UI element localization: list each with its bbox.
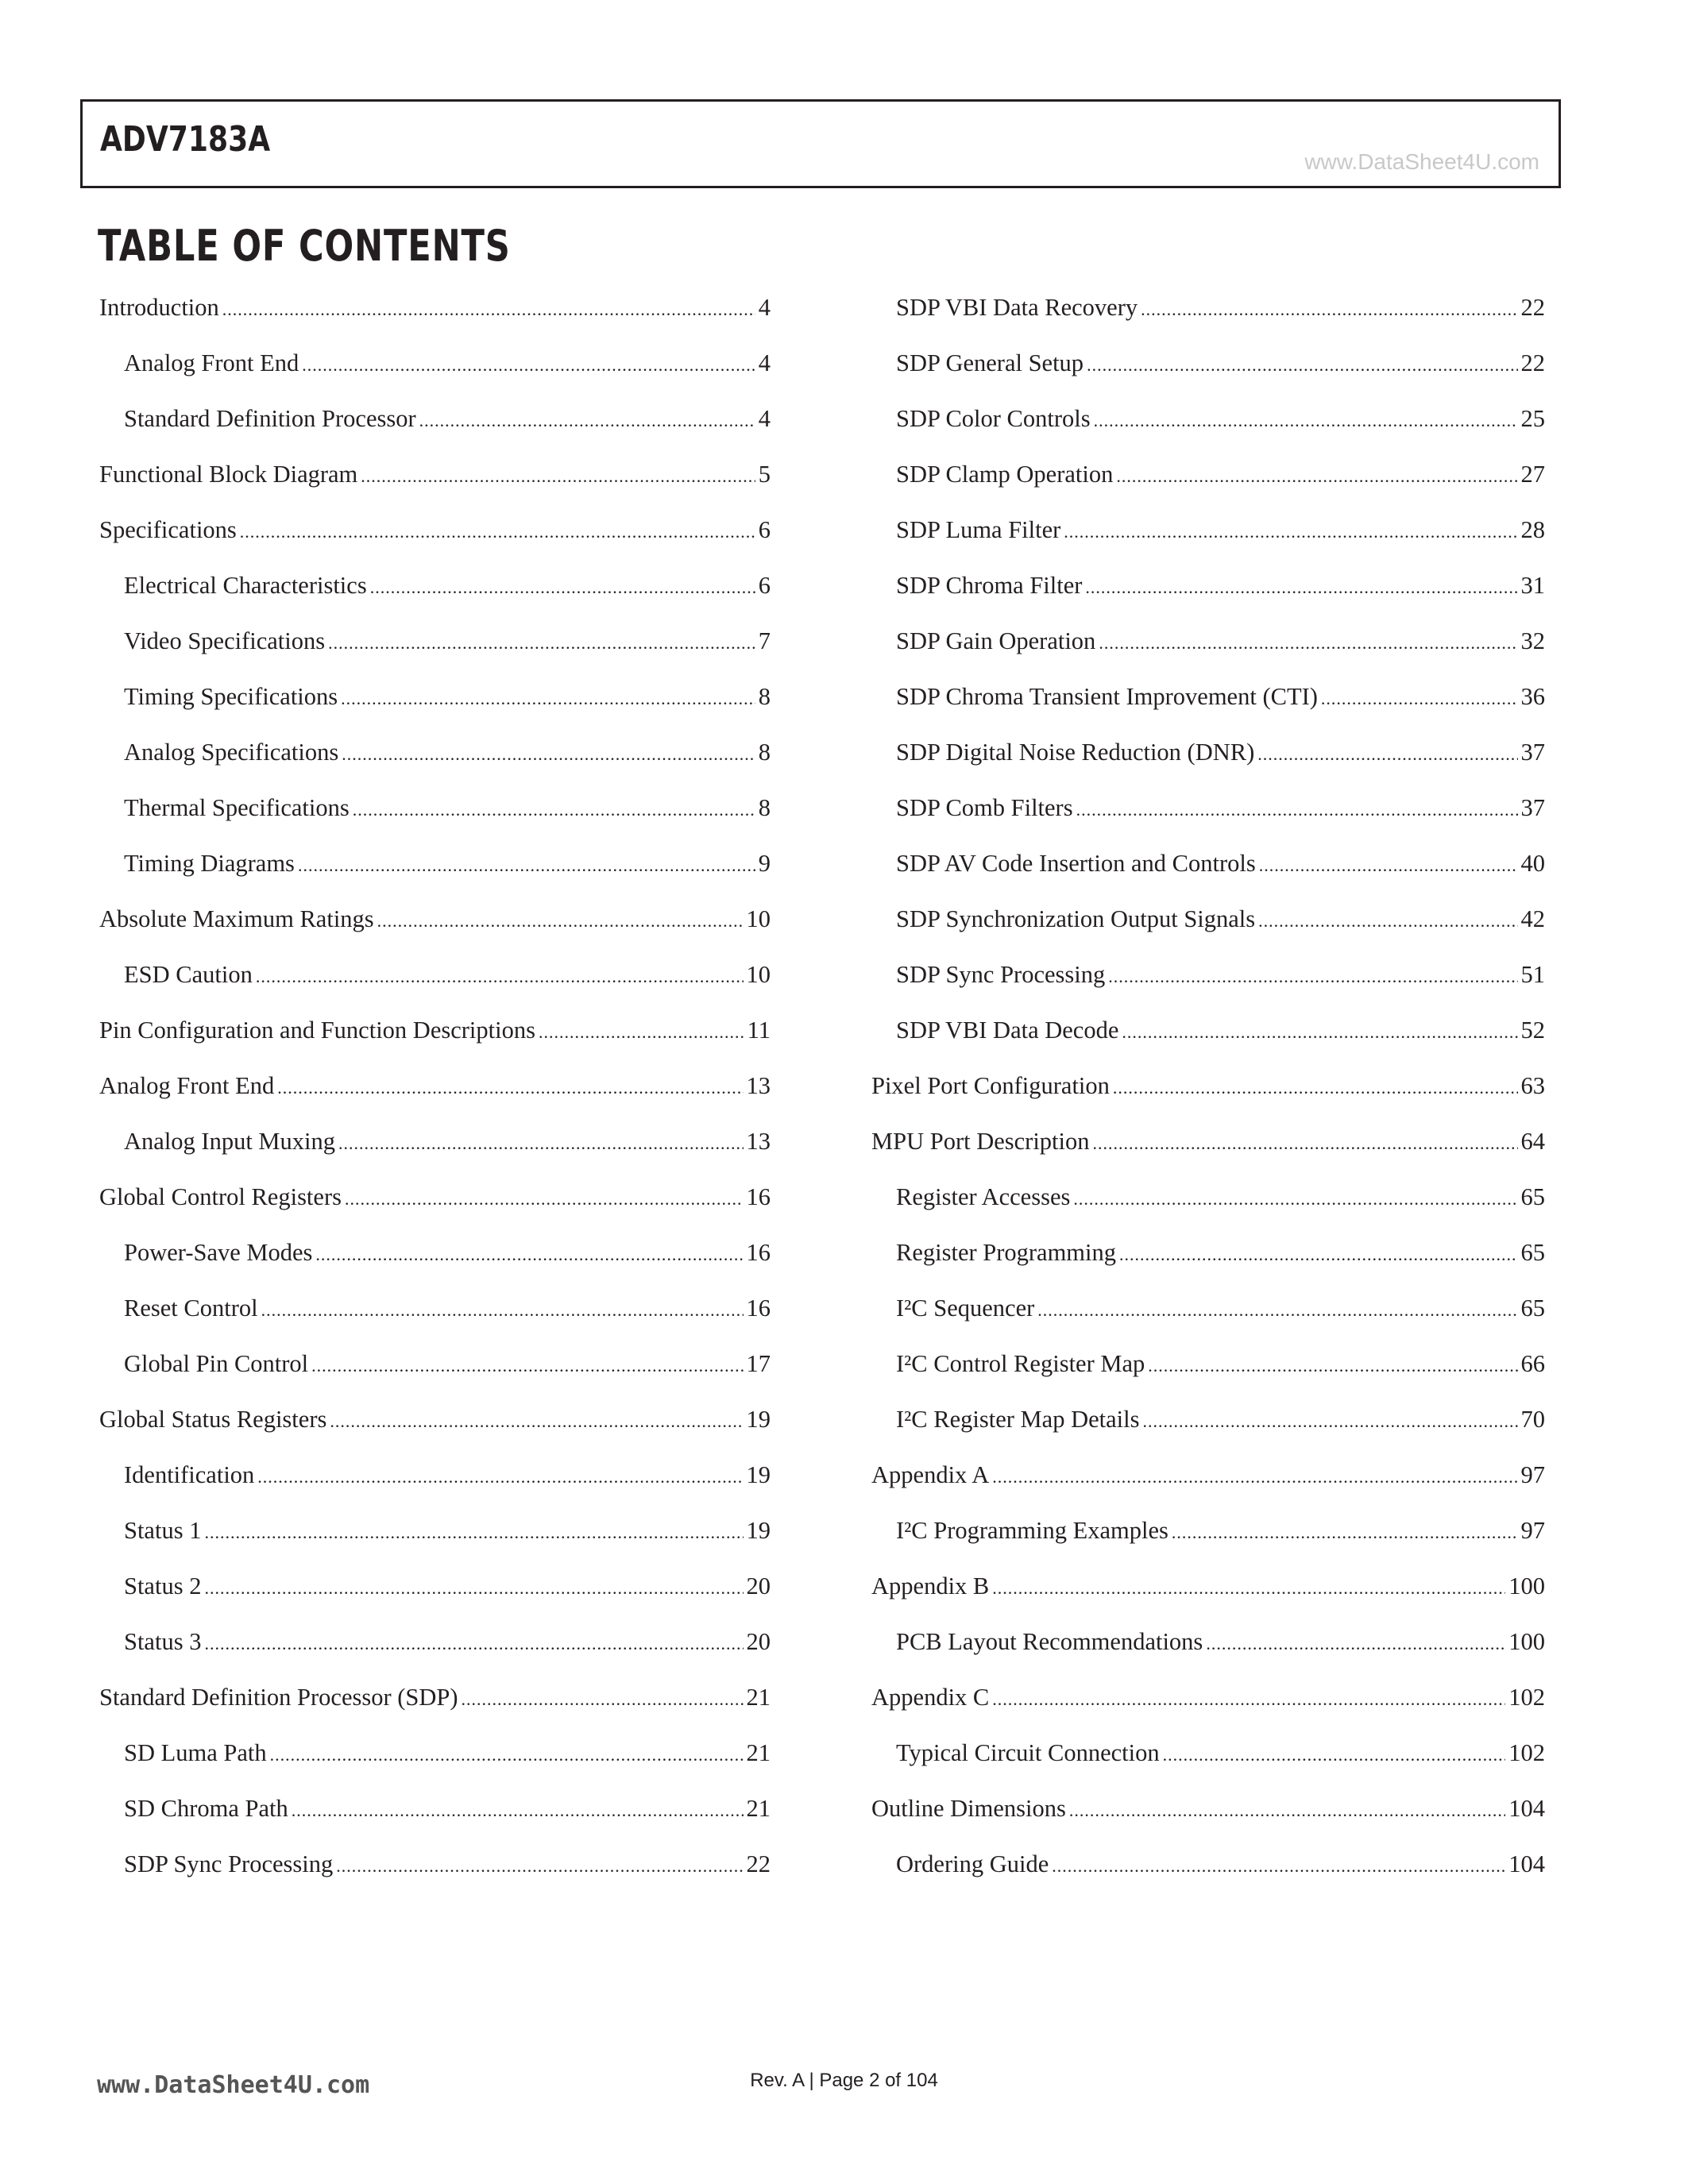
toc-entry-page: 102: [1508, 1739, 1545, 1766]
toc-entry-page: 40: [1520, 850, 1545, 877]
toc-entry-title: I²C Control Register Map: [896, 1350, 1145, 1377]
toc-entry-page: 104: [1508, 1795, 1545, 1822]
toc-entry-page: 27: [1520, 461, 1545, 488]
toc-entry[interactable]: [99, 958, 771, 1013]
toc-entry[interactable]: [99, 1236, 771, 1291]
page-number: Rev. A | Page 2 of 104: [750, 2070, 938, 2091]
toc-entry-title: ESD Caution: [124, 961, 253, 988]
toc-entry-page: 16: [746, 1295, 771, 1322]
toc-leader-dots: [419, 404, 755, 438]
toc-leader-dots: [1163, 1738, 1506, 1772]
toc-entry[interactable]: [871, 1736, 1545, 1792]
toc-entry-title: SDP Clamp Operation: [896, 461, 1114, 488]
footer-watermark-link[interactable]: www.DataSheet4U.com: [97, 2071, 370, 2099]
toc-entry[interactable]: [99, 1736, 771, 1792]
toc-leader-dots: [204, 1627, 743, 1661]
toc-entry-title: Analog Specifications: [124, 739, 339, 766]
toc-entry-title: Standard Definition Processor: [124, 405, 416, 432]
toc-entry-title: SDP Comb Filters: [896, 794, 1073, 821]
toc-entry[interactable]: [871, 847, 1545, 902]
toc-entry-title: SDP Chroma Filter: [896, 572, 1083, 599]
toc-entry[interactable]: [99, 1514, 771, 1569]
toc-entry-page: 4: [758, 294, 771, 321]
toc-leader-dots: [1142, 1405, 1517, 1438]
toc-leader-dots: [992, 1683, 1505, 1716]
toc-entry-page: 37: [1520, 739, 1545, 766]
toc-entry[interactable]: [871, 291, 1545, 346]
toc-entry-page: 17: [746, 1350, 771, 1377]
toc-entry-title: Video Specifications: [124, 627, 326, 654]
toc-entry-page: 42: [1520, 905, 1545, 932]
toc-entry-page: 11: [747, 1017, 771, 1044]
toc-leader-dots: [292, 1794, 744, 1827]
toc-entry-title: Electrical Characteristics: [124, 572, 367, 599]
toc-entry-page: 20: [746, 1628, 771, 1655]
toc-entry[interactable]: [871, 1458, 1545, 1514]
header-watermark-link[interactable]: www.DataSheet4U.com: [1304, 149, 1539, 174]
toc-entry-title: Analog Front End: [99, 1072, 275, 1099]
toc-entry[interactable]: [99, 402, 771, 457]
toc-entry[interactable]: [99, 847, 771, 902]
toc-entry-page: 21: [746, 1739, 771, 1766]
toc-entry-title: Pin Configuration and Function Descriptions: [99, 1017, 535, 1044]
toc-entry-page: 10: [746, 905, 771, 932]
toc-entry-page: 20: [746, 1572, 771, 1599]
toc-entry[interactable]: [871, 735, 1545, 791]
toc-entry-title: SDP VBI Data Decode: [896, 1017, 1119, 1044]
toc-entry[interactable]: [871, 346, 1545, 402]
toc-entry-page: 16: [746, 1239, 771, 1266]
toc-entry-title: Standard Definition Processor (SDP): [99, 1684, 458, 1711]
toc-entry-page: 19: [746, 1406, 771, 1433]
header-box: [80, 99, 1561, 188]
toc-entry-page: 8: [758, 683, 771, 710]
toc-entry[interactable]: [871, 1125, 1545, 1180]
toc-entry-title: MPU Port Description: [871, 1128, 1090, 1155]
toc-entry-page: 63: [1520, 1072, 1545, 1099]
toc-entry-page: 32: [1520, 627, 1545, 654]
toc-entry-title: I²C Register Map Details: [896, 1406, 1140, 1433]
toc-leader-dots: [1069, 1794, 1505, 1827]
toc-entry[interactable]: [99, 1403, 771, 1458]
toc-entry[interactable]: [871, 1514, 1545, 1569]
toc-entry-title: Global Status Registers: [99, 1406, 327, 1433]
toc-entry[interactable]: [871, 1347, 1545, 1403]
toc-left-column: [99, 291, 771, 1903]
toc-entry-title: Power-Save Modes: [124, 1239, 313, 1266]
toc-leader-dots: [1141, 293, 1517, 326]
toc-leader-dots: [1073, 1183, 1517, 1216]
toc-entry[interactable]: [871, 1847, 1545, 1903]
toc-entry-title: Outline Dimensions: [871, 1795, 1066, 1822]
toc-entry[interactable]: [871, 1403, 1545, 1458]
toc-leader-dots: [1064, 515, 1517, 549]
toc-leader-dots: [353, 793, 755, 827]
toc-entry-page: 22: [746, 1850, 771, 1877]
toc-leader-dots: [342, 738, 755, 771]
toc-entry-page: 64: [1520, 1128, 1545, 1155]
toc-entry[interactable]: [99, 1458, 771, 1514]
toc-entry[interactable]: [99, 735, 771, 791]
toc-entry-page: 25: [1520, 405, 1545, 432]
toc-leader-dots: [336, 1850, 743, 1883]
toc-entry[interactable]: [99, 513, 771, 569]
toc-leader-dots: [992, 1572, 1505, 1605]
toc-entry-title: Global Control Registers: [99, 1183, 342, 1210]
toc-leader-dots: [204, 1572, 743, 1605]
toc-entry[interactable]: [99, 1125, 771, 1180]
page-title: TABLE OF CONTENTS: [98, 221, 511, 271]
toc-entry-title: Reset Control: [124, 1295, 258, 1322]
toc-leader-dots: [1099, 627, 1517, 660]
toc-entry-title: Timing Specifications: [124, 683, 338, 710]
toc-leader-dots: [338, 1127, 743, 1160]
toc-entry-title: Pixel Port Configuration: [871, 1072, 1110, 1099]
toc-entry-page: 6: [758, 572, 771, 599]
toc-entry-page: 52: [1520, 1017, 1545, 1044]
toc-entry-page: 5: [758, 461, 771, 488]
toc-entry-title: Functional Block Diagram: [99, 461, 358, 488]
toc-entry[interactable]: [99, 1569, 771, 1625]
toc-leader-dots: [328, 627, 755, 660]
toc-leader-dots: [1087, 349, 1517, 382]
toc-entry-page: 37: [1520, 794, 1545, 821]
toc-entry[interactable]: [871, 958, 1545, 1013]
toc-entry[interactable]: [871, 1180, 1545, 1236]
toc-entry-title: I²C Sequencer: [896, 1295, 1035, 1322]
toc-entry-title: SDP Synchronization Output Signals: [896, 905, 1256, 932]
toc-entry[interactable]: [871, 457, 1545, 513]
toc-leader-dots: [1206, 1627, 1505, 1661]
toc-entry-page: 104: [1508, 1850, 1545, 1877]
toc-entry-title: Status 1: [124, 1517, 202, 1544]
toc-entry[interactable]: [99, 291, 771, 346]
toc-leader-dots: [311, 1349, 743, 1383]
toc-entry[interactable]: [871, 1291, 1545, 1347]
toc-entry-page: 4: [758, 349, 771, 376]
toc-entry-title: Register Accesses: [896, 1183, 1071, 1210]
toc-leader-dots: [1076, 793, 1518, 827]
toc-entry-title: Appendix C: [871, 1684, 990, 1711]
toc-entry-title: Status 2: [124, 1572, 202, 1599]
toc-leader-dots: [345, 1183, 744, 1216]
toc-entry-page: 51: [1520, 961, 1545, 988]
toc-entry-title: Appendix A: [871, 1461, 990, 1488]
toc-entry[interactable]: [871, 1569, 1545, 1625]
toc-entry-title: PCB Layout Recommendations: [896, 1628, 1203, 1655]
toc-entry-title: Register Programming: [896, 1239, 1117, 1266]
toc-entry[interactable]: [99, 1625, 771, 1680]
toc-entry[interactable]: [871, 513, 1545, 569]
toc-leader-dots: [1148, 1349, 1517, 1383]
toc-leader-dots: [270, 1738, 744, 1772]
toc-leader-dots: [1258, 905, 1517, 938]
toc-entry-page: 7: [758, 627, 771, 654]
toc-entry-title: Status 3: [124, 1628, 202, 1655]
toc-entry[interactable]: [99, 1180, 771, 1236]
toc-entry-page: 97: [1520, 1517, 1545, 1544]
toc-leader-dots: [1321, 682, 1518, 716]
toc-entry-title: SDP AV Code Insertion and Controls: [896, 850, 1256, 877]
toc-entry-title: Thermal Specifications: [124, 794, 350, 821]
toc-entry[interactable]: [99, 1069, 771, 1125]
toc-leader-dots: [1085, 571, 1517, 604]
toc-entry-page: 21: [746, 1795, 771, 1822]
toc-entry-title: Analog Front End: [124, 349, 299, 376]
toc-entry-title: Typical Circuit Connection: [896, 1739, 1160, 1766]
toc-entry-page: 65: [1520, 1183, 1545, 1210]
toc-entry[interactable]: [99, 902, 771, 958]
toc-entry-title: Identification: [124, 1461, 255, 1488]
toc-entry-title: SD Chroma Path: [124, 1795, 288, 1822]
toc-leader-dots: [361, 460, 755, 493]
toc-entry-page: 19: [746, 1461, 771, 1488]
toc-entry-title: Absolute Maximum Ratings: [99, 905, 374, 932]
toc-entry-title: Appendix B: [871, 1572, 990, 1599]
toc-leader-dots: [341, 682, 755, 716]
toc-leader-dots: [315, 1238, 743, 1271]
toc-entry-page: 65: [1520, 1295, 1545, 1322]
toc-leader-dots: [1257, 738, 1517, 771]
toc-leader-dots: [1172, 1516, 1518, 1549]
toc-entry-title: SD Luma Path: [124, 1739, 267, 1766]
toc-entry-title: SDP General Setup: [896, 349, 1084, 376]
toc-entry-page: 10: [746, 961, 771, 988]
toc-entry-page: 28: [1520, 516, 1545, 543]
toc-entry[interactable]: [99, 624, 771, 680]
toc-entry[interactable]: [871, 902, 1545, 958]
toc-entry[interactable]: [99, 680, 771, 735]
toc-entry[interactable]: [871, 1069, 1545, 1125]
toc-entry-title: SDP Color Controls: [896, 405, 1091, 432]
toc-entry-title: SDP VBI Data Recovery: [896, 294, 1138, 321]
toc-leader-dots: [1108, 960, 1517, 994]
toc-entry[interactable]: [871, 1792, 1545, 1847]
toc-entry[interactable]: [99, 569, 771, 624]
toc-leader-dots: [261, 1294, 744, 1327]
toc-entry-page: 65: [1520, 1239, 1545, 1266]
toc-entry-page: 4: [758, 405, 771, 432]
toc-entry[interactable]: [99, 1291, 771, 1347]
toc-entry-page: 100: [1508, 1572, 1545, 1599]
toc-entry-page: 97: [1520, 1461, 1545, 1488]
toc-entry[interactable]: [99, 1347, 771, 1403]
toc-entry-page: 19: [746, 1517, 771, 1544]
toc-leader-dots: [257, 1461, 743, 1494]
toc-entry-page: 13: [746, 1128, 771, 1155]
toc-entry-title: SDP Digital Noise Reduction (DNR): [896, 739, 1255, 766]
toc-entry-page: 21: [746, 1684, 771, 1711]
toc-leader-dots: [1052, 1850, 1505, 1883]
toc-leader-dots: [330, 1405, 743, 1438]
toc-leader-dots: [1093, 1127, 1518, 1160]
toc-right-column: [871, 291, 1545, 1903]
toc-leader-dots: [204, 1516, 743, 1549]
toc-entry-page: 100: [1508, 1628, 1545, 1655]
toc-entry-page: 102: [1508, 1684, 1545, 1711]
toc-entry-title: SDP Chroma Transient Improvement (CTI): [896, 683, 1318, 710]
toc-entry-page: 22: [1520, 294, 1545, 321]
toc-entry-page: 8: [758, 739, 771, 766]
toc-entry[interactable]: [99, 346, 771, 402]
toc-leader-dots: [222, 293, 755, 326]
toc-entry-title: Global Pin Control: [124, 1350, 309, 1377]
toc-entry[interactable]: [871, 1625, 1545, 1680]
toc-entry[interactable]: [99, 1847, 771, 1903]
toc-leader-dots: [1037, 1294, 1517, 1327]
toc-entry[interactable]: [99, 791, 771, 847]
toc-entry[interactable]: [99, 1680, 771, 1736]
toc-leader-dots: [1113, 1071, 1518, 1105]
part-number: ADV7183A: [100, 119, 271, 160]
toc-entry-title: SDP Gain Operation: [896, 627, 1096, 654]
toc-entry[interactable]: [871, 1236, 1545, 1291]
toc-entry-title: SDP Luma Filter: [896, 516, 1061, 543]
toc-entry-page: 13: [746, 1072, 771, 1099]
toc-entry-page: 36: [1520, 683, 1545, 710]
toc-leader-dots: [992, 1461, 1517, 1494]
toc-entry[interactable]: [871, 624, 1545, 680]
toc-leader-dots: [1119, 1238, 1517, 1271]
toc-leader-dots: [240, 515, 755, 549]
toc-entry[interactable]: [871, 1013, 1545, 1069]
toc-entry[interactable]: [871, 569, 1545, 624]
toc-entry-page: 66: [1520, 1350, 1545, 1377]
toc-leader-dots: [377, 905, 744, 938]
toc-entry-page: 6: [758, 516, 771, 543]
toc-entry-title: SDP Sync Processing: [124, 1850, 334, 1877]
toc-leader-dots: [302, 349, 755, 382]
toc-entry-title: Analog Input Muxing: [124, 1128, 336, 1155]
toc-leader-dots: [1122, 1016, 1517, 1049]
toc-entry-title: Ordering Guide: [896, 1850, 1049, 1877]
toc-leader-dots: [298, 849, 755, 882]
toc-leader-dots: [1116, 460, 1517, 493]
toc-leader-dots: [277, 1071, 743, 1105]
toc-leader-dots: [1259, 849, 1518, 882]
toc-entry-page: 70: [1520, 1406, 1545, 1433]
toc-leader-dots: [370, 571, 755, 604]
toc-entry[interactable]: [99, 1792, 771, 1847]
toc-entry-page: 8: [758, 794, 771, 821]
toc-entry[interactable]: [871, 1680, 1545, 1736]
toc-entry[interactable]: [871, 791, 1545, 847]
toc-entry[interactable]: [871, 680, 1545, 735]
toc-entry[interactable]: [871, 402, 1545, 457]
toc-entry-page: 9: [758, 850, 771, 877]
toc-entry-title: Specifications: [99, 516, 237, 543]
toc-entry-page: 31: [1520, 572, 1545, 599]
toc-entry-page: 16: [746, 1183, 771, 1210]
toc-entry-title: Timing Diagrams: [124, 850, 295, 877]
toc-entry-title: I²C Programming Examples: [896, 1517, 1168, 1544]
toc-leader-dots: [1094, 404, 1518, 438]
toc-leader-dots: [462, 1683, 744, 1716]
toc-entry[interactable]: [99, 1013, 771, 1069]
toc-leader-dots: [539, 1016, 744, 1049]
toc-leader-dots: [256, 960, 744, 994]
toc-entry-page: 22: [1520, 349, 1545, 376]
toc-entry-title: SDP Sync Processing: [896, 961, 1106, 988]
toc-entry-title: Introduction: [99, 294, 219, 321]
toc-entry[interactable]: [99, 457, 771, 513]
